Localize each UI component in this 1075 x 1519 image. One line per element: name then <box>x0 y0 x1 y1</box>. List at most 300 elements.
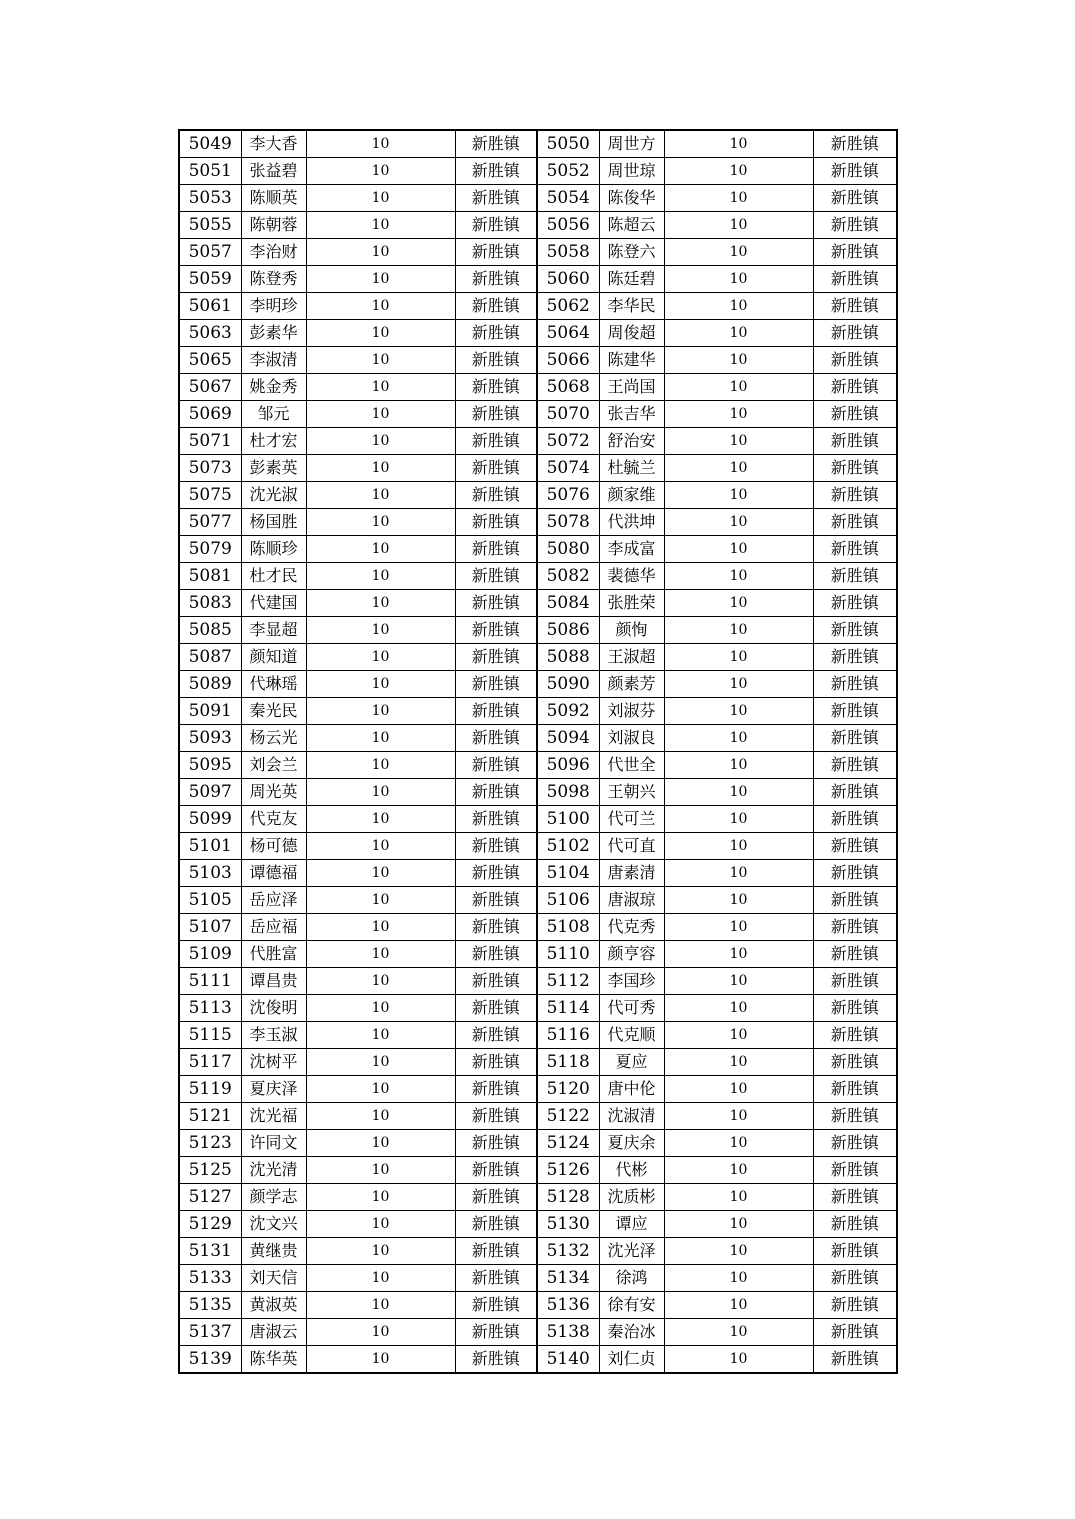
entry-number: 5051 <box>179 158 241 185</box>
town-name: 新胜镇 <box>813 806 897 833</box>
entry-number: 5063 <box>179 320 241 347</box>
amount: 10 <box>306 212 455 239</box>
person-name: 沈光淑 <box>241 482 306 509</box>
town-name: 新胜镇 <box>813 212 897 239</box>
entry-number: 5105 <box>179 887 241 914</box>
town-name: 新胜镇 <box>813 644 897 671</box>
person-name: 代建国 <box>241 590 306 617</box>
amount: 10 <box>664 1022 813 1049</box>
amount: 10 <box>664 671 813 698</box>
town-name: 新胜镇 <box>813 1184 897 1211</box>
person-name: 颜素芳 <box>599 671 664 698</box>
person-name: 许同文 <box>241 1130 306 1157</box>
town-name: 新胜镇 <box>813 671 897 698</box>
town-name: 新胜镇 <box>813 779 897 806</box>
person-name: 沈树平 <box>241 1049 306 1076</box>
amount: 10 <box>664 860 813 887</box>
entry-number: 5078 <box>537 509 599 536</box>
table-row <box>179 455 897 482</box>
town-name: 新胜镇 <box>813 1022 897 1049</box>
amount: 10 <box>306 185 455 212</box>
town-name: 新胜镇 <box>813 509 897 536</box>
entry-number: 5082 <box>537 563 599 590</box>
table-row <box>179 1184 897 1211</box>
amount: 10 <box>306 1157 455 1184</box>
person-name: 岳应福 <box>241 914 306 941</box>
person-name: 徐有安 <box>599 1292 664 1319</box>
town-name: 新胜镇 <box>455 941 537 968</box>
entry-number: 5100 <box>537 806 599 833</box>
person-name: 谭昌贵 <box>241 968 306 995</box>
entry-number: 5079 <box>179 536 241 563</box>
town-name: 新胜镇 <box>455 779 537 806</box>
person-name: 颜亨容 <box>599 941 664 968</box>
person-name: 夏庆泽 <box>241 1076 306 1103</box>
amount: 10 <box>664 1292 813 1319</box>
town-name: 新胜镇 <box>813 914 897 941</box>
table-row <box>179 617 897 644</box>
amount: 10 <box>664 401 813 428</box>
town-name: 新胜镇 <box>455 130 537 158</box>
town-name: 新胜镇 <box>455 1238 537 1265</box>
entry-number: 5084 <box>537 590 599 617</box>
person-name: 颜学志 <box>241 1184 306 1211</box>
table-row <box>179 968 897 995</box>
table-row <box>179 671 897 698</box>
town-name: 新胜镇 <box>455 860 537 887</box>
amount: 10 <box>306 1130 455 1157</box>
table-row <box>179 995 897 1022</box>
town-name: 新胜镇 <box>455 212 537 239</box>
town-name: 新胜镇 <box>813 1103 897 1130</box>
person-name: 代克顺 <box>599 1022 664 1049</box>
roster-body <box>179 130 897 1373</box>
person-name: 唐中伦 <box>599 1076 664 1103</box>
amount: 10 <box>306 887 455 914</box>
amount: 10 <box>306 455 455 482</box>
town-name: 新胜镇 <box>813 374 897 401</box>
amount: 10 <box>306 1265 455 1292</box>
town-name: 新胜镇 <box>813 401 897 428</box>
town-name: 新胜镇 <box>813 752 897 779</box>
entry-number: 5102 <box>537 833 599 860</box>
entry-number: 5095 <box>179 752 241 779</box>
person-name: 刘仁贞 <box>599 1346 664 1374</box>
person-name: 李淑清 <box>241 347 306 374</box>
entry-number: 5072 <box>537 428 599 455</box>
person-name: 陈登六 <box>599 239 664 266</box>
amount: 10 <box>664 266 813 293</box>
table-row <box>179 860 897 887</box>
town-name: 新胜镇 <box>455 1130 537 1157</box>
amount: 10 <box>664 941 813 968</box>
entry-number: 5052 <box>537 158 599 185</box>
person-name: 张胜荣 <box>599 590 664 617</box>
entry-number: 5124 <box>537 1130 599 1157</box>
person-name: 唐淑琼 <box>599 887 664 914</box>
table-row <box>179 833 897 860</box>
entry-number: 5106 <box>537 887 599 914</box>
town-name: 新胜镇 <box>455 1184 537 1211</box>
entry-number: 5125 <box>179 1157 241 1184</box>
entry-number: 5113 <box>179 995 241 1022</box>
amount: 10 <box>306 1292 455 1319</box>
person-name: 李玉淑 <box>241 1022 306 1049</box>
amount: 10 <box>306 617 455 644</box>
town-name: 新胜镇 <box>455 644 537 671</box>
table-row <box>179 130 897 158</box>
table-row <box>179 482 897 509</box>
entry-number: 5139 <box>179 1346 241 1374</box>
town-name: 新胜镇 <box>813 1265 897 1292</box>
entry-number: 5077 <box>179 509 241 536</box>
town-name: 新胜镇 <box>455 266 537 293</box>
person-name: 代克友 <box>241 806 306 833</box>
amount: 10 <box>664 1238 813 1265</box>
amount: 10 <box>664 995 813 1022</box>
amount: 10 <box>664 1076 813 1103</box>
person-name: 周俊超 <box>599 320 664 347</box>
amount: 10 <box>664 185 813 212</box>
entry-number: 5075 <box>179 482 241 509</box>
person-name: 代可直 <box>599 833 664 860</box>
person-name: 代可兰 <box>599 806 664 833</box>
entry-number: 5073 <box>179 455 241 482</box>
entry-number: 5129 <box>179 1211 241 1238</box>
town-name: 新胜镇 <box>455 590 537 617</box>
entry-number: 5112 <box>537 968 599 995</box>
amount: 10 <box>306 130 455 158</box>
entry-number: 5120 <box>537 1076 599 1103</box>
person-name: 张吉华 <box>599 401 664 428</box>
person-name: 张益碧 <box>241 158 306 185</box>
table-row <box>179 752 897 779</box>
town-name: 新胜镇 <box>813 320 897 347</box>
entry-number: 5081 <box>179 563 241 590</box>
town-name: 新胜镇 <box>813 482 897 509</box>
town-name: 新胜镇 <box>455 1346 537 1374</box>
person-name: 谭应 <box>599 1211 664 1238</box>
town-name: 新胜镇 <box>455 1049 537 1076</box>
amount: 10 <box>306 968 455 995</box>
person-name: 陈建华 <box>599 347 664 374</box>
entry-number: 5110 <box>537 941 599 968</box>
entry-number: 5104 <box>537 860 599 887</box>
person-name: 杨可德 <box>241 833 306 860</box>
person-name: 岳应泽 <box>241 887 306 914</box>
table-row <box>179 914 897 941</box>
amount: 10 <box>306 644 455 671</box>
town-name: 新胜镇 <box>455 1211 537 1238</box>
entry-number: 5137 <box>179 1319 241 1346</box>
amount: 10 <box>306 725 455 752</box>
entry-number: 5056 <box>537 212 599 239</box>
town-name: 新胜镇 <box>813 158 897 185</box>
town-name: 新胜镇 <box>813 941 897 968</box>
person-name: 颜家维 <box>599 482 664 509</box>
person-name: 代琳瑶 <box>241 671 306 698</box>
entry-number: 5088 <box>537 644 599 671</box>
amount: 10 <box>306 239 455 266</box>
entry-number: 5121 <box>179 1103 241 1130</box>
amount: 10 <box>664 752 813 779</box>
amount: 10 <box>664 130 813 158</box>
person-name: 夏庆余 <box>599 1130 664 1157</box>
entry-number: 5067 <box>179 374 241 401</box>
person-name: 沈光福 <box>241 1103 306 1130</box>
entry-number: 5053 <box>179 185 241 212</box>
amount: 10 <box>306 1103 455 1130</box>
town-name: 新胜镇 <box>455 1292 537 1319</box>
amount: 10 <box>664 158 813 185</box>
entry-number: 5055 <box>179 212 241 239</box>
table-row <box>179 563 897 590</box>
person-name: 陈华英 <box>241 1346 306 1374</box>
person-name: 杨云光 <box>241 725 306 752</box>
amount: 10 <box>306 752 455 779</box>
town-name: 新胜镇 <box>455 995 537 1022</box>
entry-number: 5089 <box>179 671 241 698</box>
town-name: 新胜镇 <box>455 401 537 428</box>
table-row <box>179 536 897 563</box>
entry-number: 5131 <box>179 1238 241 1265</box>
person-name: 代胜富 <box>241 941 306 968</box>
table-row <box>179 1292 897 1319</box>
person-name: 陈廷碧 <box>599 266 664 293</box>
amount: 10 <box>306 347 455 374</box>
person-name: 王尚国 <box>599 374 664 401</box>
entry-number: 5083 <box>179 590 241 617</box>
person-name: 李治财 <box>241 239 306 266</box>
person-name: 李明珍 <box>241 293 306 320</box>
entry-number: 5098 <box>537 779 599 806</box>
amount: 10 <box>306 941 455 968</box>
town-name: 新胜镇 <box>813 968 897 995</box>
amount: 10 <box>664 212 813 239</box>
person-name: 沈文兴 <box>241 1211 306 1238</box>
entry-number: 5128 <box>537 1184 599 1211</box>
amount: 10 <box>306 671 455 698</box>
amount: 10 <box>664 482 813 509</box>
amount: 10 <box>664 428 813 455</box>
roster-table <box>178 129 898 1374</box>
table-row <box>179 1049 897 1076</box>
town-name: 新胜镇 <box>813 130 897 158</box>
town-name: 新胜镇 <box>813 617 897 644</box>
entry-number: 5062 <box>537 293 599 320</box>
amount: 10 <box>306 482 455 509</box>
amount: 10 <box>664 887 813 914</box>
amount: 10 <box>664 455 813 482</box>
town-name: 新胜镇 <box>813 887 897 914</box>
amount: 10 <box>664 563 813 590</box>
amount: 10 <box>306 1184 455 1211</box>
town-name: 新胜镇 <box>455 806 537 833</box>
amount: 10 <box>306 1211 455 1238</box>
amount: 10 <box>664 698 813 725</box>
amount: 10 <box>664 1130 813 1157</box>
entry-number: 5049 <box>179 130 241 158</box>
amount: 10 <box>664 590 813 617</box>
person-name: 陈俊华 <box>599 185 664 212</box>
table-row <box>179 644 897 671</box>
town-name: 新胜镇 <box>813 347 897 374</box>
table-row <box>179 1238 897 1265</box>
entry-number: 5071 <box>179 428 241 455</box>
entry-number: 5118 <box>537 1049 599 1076</box>
town-name: 新胜镇 <box>455 1022 537 1049</box>
entry-number: 5093 <box>179 725 241 752</box>
person-name: 王朝兴 <box>599 779 664 806</box>
amount: 10 <box>664 1346 813 1374</box>
table-row <box>179 239 897 266</box>
person-name: 杜才宏 <box>241 428 306 455</box>
amount: 10 <box>306 1049 455 1076</box>
person-name: 李成富 <box>599 536 664 563</box>
amount: 10 <box>664 347 813 374</box>
amount: 10 <box>664 1211 813 1238</box>
town-name: 新胜镇 <box>455 617 537 644</box>
town-name: 新胜镇 <box>813 1130 897 1157</box>
amount: 10 <box>664 968 813 995</box>
amount: 10 <box>306 833 455 860</box>
person-name: 颜恂 <box>599 617 664 644</box>
town-name: 新胜镇 <box>813 266 897 293</box>
table-row <box>179 374 897 401</box>
person-name: 沈光清 <box>241 1157 306 1184</box>
entry-number: 5069 <box>179 401 241 428</box>
entry-number: 5134 <box>537 1265 599 1292</box>
table-row <box>179 320 897 347</box>
table-row <box>179 293 897 320</box>
entry-number: 5087 <box>179 644 241 671</box>
table-row <box>179 185 897 212</box>
table-row <box>179 347 897 374</box>
person-name: 周世琼 <box>599 158 664 185</box>
town-name: 新胜镇 <box>455 914 537 941</box>
table-row <box>179 509 897 536</box>
entry-number: 5132 <box>537 1238 599 1265</box>
table-row <box>179 266 897 293</box>
entry-number: 5140 <box>537 1346 599 1374</box>
entry-number: 5135 <box>179 1292 241 1319</box>
person-name: 陈顺英 <box>241 185 306 212</box>
entry-number: 5059 <box>179 266 241 293</box>
entry-number: 5057 <box>179 239 241 266</box>
entry-number: 5076 <box>537 482 599 509</box>
amount: 10 <box>664 1265 813 1292</box>
person-name: 李显超 <box>241 617 306 644</box>
town-name: 新胜镇 <box>813 833 897 860</box>
entry-number: 5092 <box>537 698 599 725</box>
amount: 10 <box>306 1238 455 1265</box>
town-name: 新胜镇 <box>455 158 537 185</box>
entry-number: 5050 <box>537 130 599 158</box>
town-name: 新胜镇 <box>455 752 537 779</box>
person-name: 夏应 <box>599 1049 664 1076</box>
entry-number: 5096 <box>537 752 599 779</box>
amount: 10 <box>664 536 813 563</box>
table-row <box>179 590 897 617</box>
entry-number: 5126 <box>537 1157 599 1184</box>
person-name: 周世方 <box>599 130 664 158</box>
town-name: 新胜镇 <box>455 374 537 401</box>
entry-number: 5130 <box>537 1211 599 1238</box>
table-row <box>179 158 897 185</box>
town-name: 新胜镇 <box>813 563 897 590</box>
entry-number: 5090 <box>537 671 599 698</box>
town-name: 新胜镇 <box>813 1157 897 1184</box>
town-name: 新胜镇 <box>455 185 537 212</box>
entry-number: 5103 <box>179 860 241 887</box>
person-name: 舒治安 <box>599 428 664 455</box>
town-name: 新胜镇 <box>455 239 537 266</box>
town-name: 新胜镇 <box>455 725 537 752</box>
town-name: 新胜镇 <box>813 1238 897 1265</box>
person-name: 杨国胜 <box>241 509 306 536</box>
town-name: 新胜镇 <box>813 698 897 725</box>
person-name: 杜才民 <box>241 563 306 590</box>
entry-number: 5080 <box>537 536 599 563</box>
amount: 10 <box>664 374 813 401</box>
person-name: 唐淑云 <box>241 1319 306 1346</box>
entry-number: 5109 <box>179 941 241 968</box>
entry-number: 5117 <box>179 1049 241 1076</box>
table-row <box>179 1130 897 1157</box>
amount: 10 <box>306 509 455 536</box>
entry-number: 5074 <box>537 455 599 482</box>
amount: 10 <box>306 1319 455 1346</box>
town-name: 新胜镇 <box>813 455 897 482</box>
town-name: 新胜镇 <box>455 698 537 725</box>
town-name: 新胜镇 <box>813 725 897 752</box>
person-name: 代彬 <box>599 1157 664 1184</box>
amount: 10 <box>664 1319 813 1346</box>
table-row <box>179 806 897 833</box>
person-name: 代克秀 <box>599 914 664 941</box>
table-row <box>179 725 897 752</box>
town-name: 新胜镇 <box>813 1346 897 1374</box>
amount: 10 <box>306 806 455 833</box>
amount: 10 <box>664 1157 813 1184</box>
entry-number: 5061 <box>179 293 241 320</box>
entry-number: 5115 <box>179 1022 241 1049</box>
town-name: 新胜镇 <box>455 536 537 563</box>
amount: 10 <box>306 536 455 563</box>
entry-number: 5133 <box>179 1265 241 1292</box>
town-name: 新胜镇 <box>455 563 537 590</box>
person-name: 陈朝蓉 <box>241 212 306 239</box>
amount: 10 <box>664 1103 813 1130</box>
person-name: 刘会兰 <box>241 752 306 779</box>
entry-number: 5114 <box>537 995 599 1022</box>
amount: 10 <box>664 239 813 266</box>
amount: 10 <box>664 1184 813 1211</box>
person-name: 陈超云 <box>599 212 664 239</box>
entry-number: 5111 <box>179 968 241 995</box>
town-name: 新胜镇 <box>455 671 537 698</box>
amount: 10 <box>306 374 455 401</box>
entry-number: 5064 <box>537 320 599 347</box>
town-name: 新胜镇 <box>455 320 537 347</box>
person-name: 颜知道 <box>241 644 306 671</box>
person-name: 刘天信 <box>241 1265 306 1292</box>
table-row <box>179 428 897 455</box>
amount: 10 <box>664 806 813 833</box>
entry-number: 5122 <box>537 1103 599 1130</box>
person-name: 王淑超 <box>599 644 664 671</box>
town-name: 新胜镇 <box>455 482 537 509</box>
